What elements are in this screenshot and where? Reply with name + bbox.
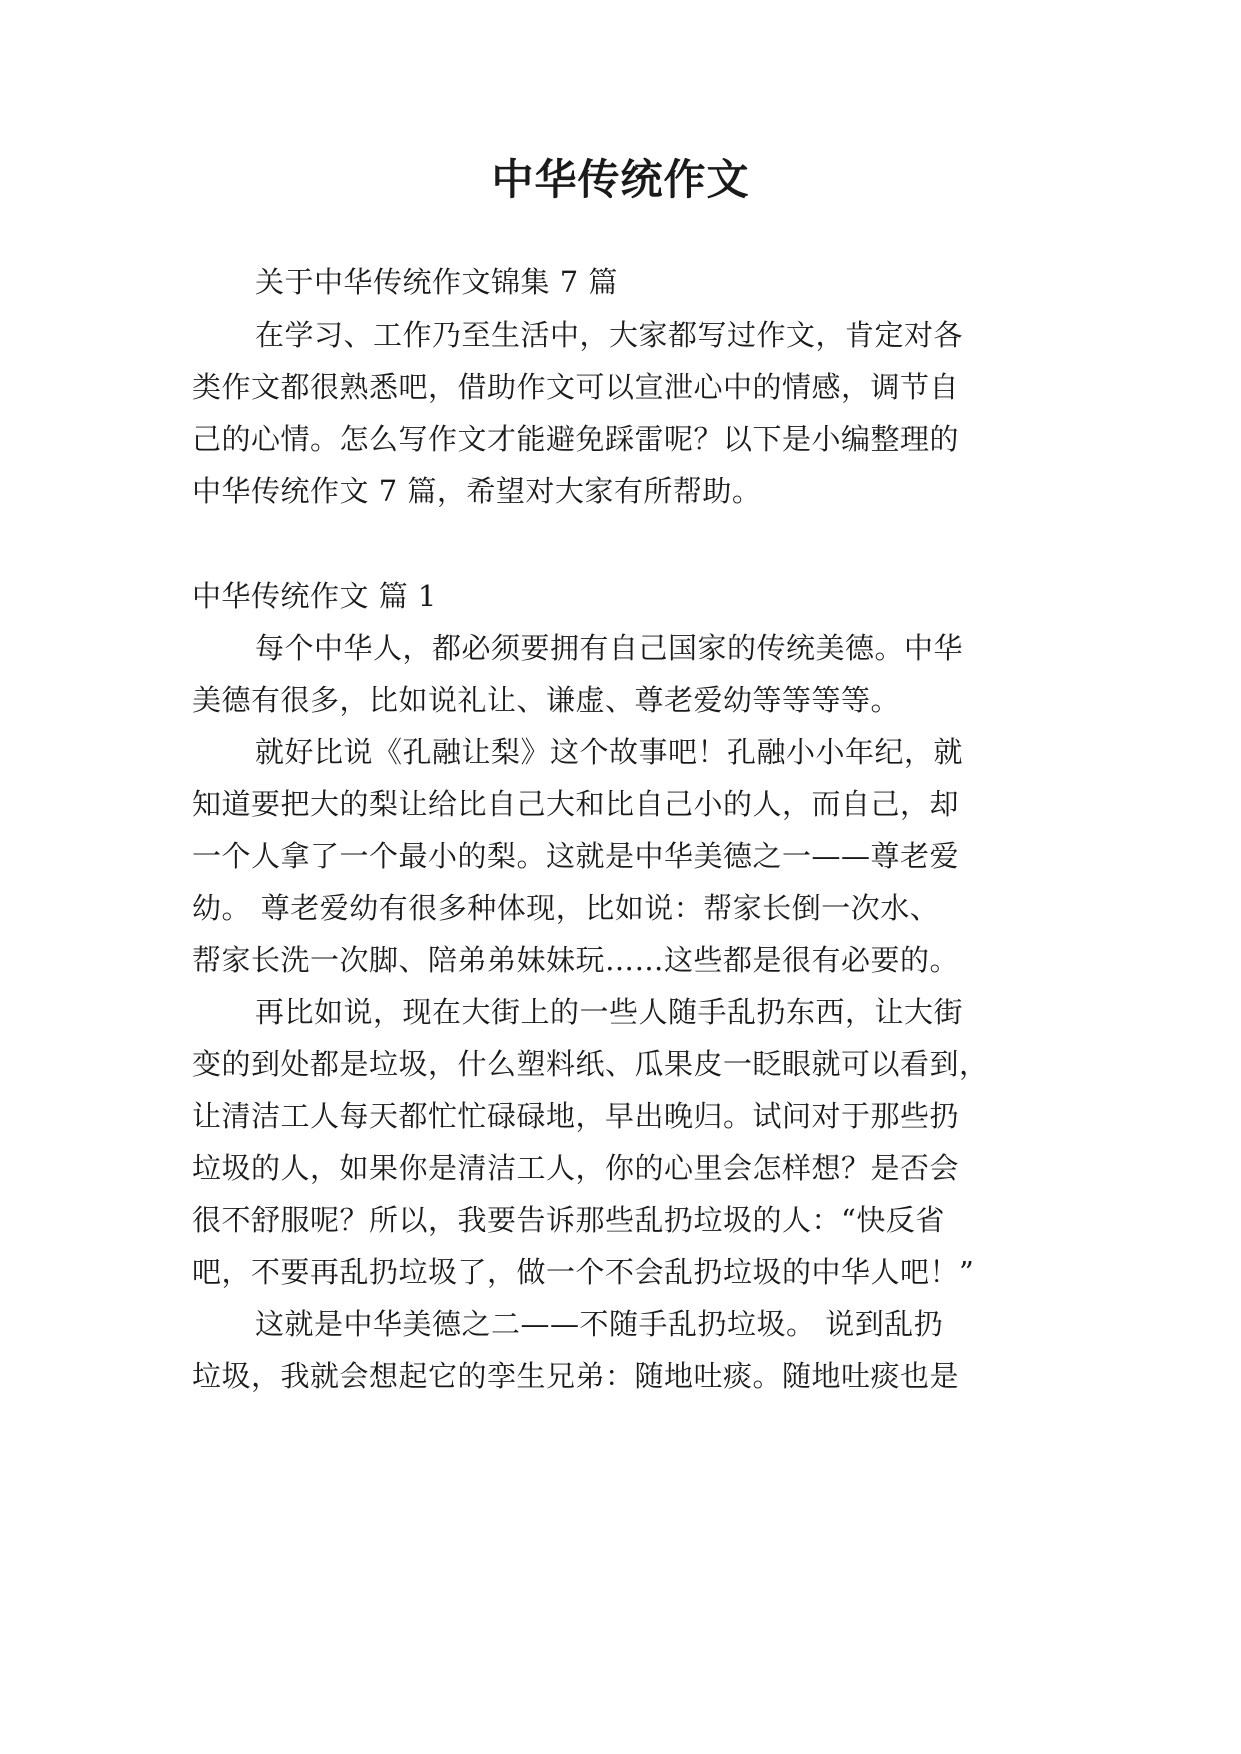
paragraph-line: 吧，不要再乱扔垃圾了，做一个不会乱扔垃圾的中华人吧！”	[192, 1255, 975, 1289]
paragraph-line: 很不舒服呢？所以，我要告诉那些乱扔垃圾的人：“快反省	[192, 1203, 945, 1237]
paragraph-line: 己的心情。怎么写作文才能避免踩雷呢？以下是小编整理的	[192, 422, 960, 456]
paragraph-line: 让清洁工人每天都忙忙碌碌地，早出晚归。试问对于那些扔	[192, 1099, 960, 1133]
paragraph-line: 每个中华人，都必须要拥有自己国家的传统美德。中华	[255, 631, 964, 665]
paragraph-line: 变的到处都是垃圾，什么塑料纸、瓜果皮一眨眼就可以看到，	[192, 1047, 989, 1081]
paragraph-line: 幼。 尊老爱幼有很多种体现，比如说：帮家长倒一次水、	[192, 891, 940, 925]
paragraph-line: 在学习、工作乃至生活中，大家都写过作文，肯定对各	[255, 318, 964, 352]
paragraph-line: 这就是中华美德之二——不随手乱扔垃圾。 说到乱扔	[255, 1307, 944, 1341]
paragraph-line: 美德有很多，比如说礼让、谦虚、尊老爱幼等等等等。	[192, 683, 901, 717]
paragraph-line: 知道要把大的梨让给比自己大和比自己小的人，而自己，却	[192, 787, 960, 821]
paragraph-line: 垃圾，我就会想起它的孪生兄弟：随地吐痰。随地吐痰也是	[192, 1359, 960, 1393]
document-title: 中华传统作文	[491, 155, 750, 204]
paragraph-line: 一个人拿了一个最小的梨。这就是中华美德之一——尊老爱	[192, 839, 960, 873]
paragraph-line: 类作文都很熟悉吧，借助作文可以宣泄心中的情感，调节自	[192, 370, 960, 404]
paragraph-line: 垃圾的人，如果你是清洁工人，你的心里会怎样想？是否会	[192, 1151, 960, 1185]
section-heading: 中华传统作文 篇 1	[192, 579, 437, 613]
paragraph-line: 中华传统作文 7 篇，希望对大家有所帮助。	[192, 474, 762, 508]
paragraph-line: 就好比说《孔融让梨》这个故事吧！孔融小小年纪，就	[255, 735, 964, 769]
paragraph-line: 帮家长洗一次脚、陪弟弟妹妹玩……这些都是很有必要的。	[192, 943, 960, 977]
intro-heading: 关于中华传统作文锦集 7 篇	[255, 265, 618, 299]
paragraph-line: 再比如说，现在大街上的一些人随手乱扔东西，让大街	[255, 995, 964, 1029]
